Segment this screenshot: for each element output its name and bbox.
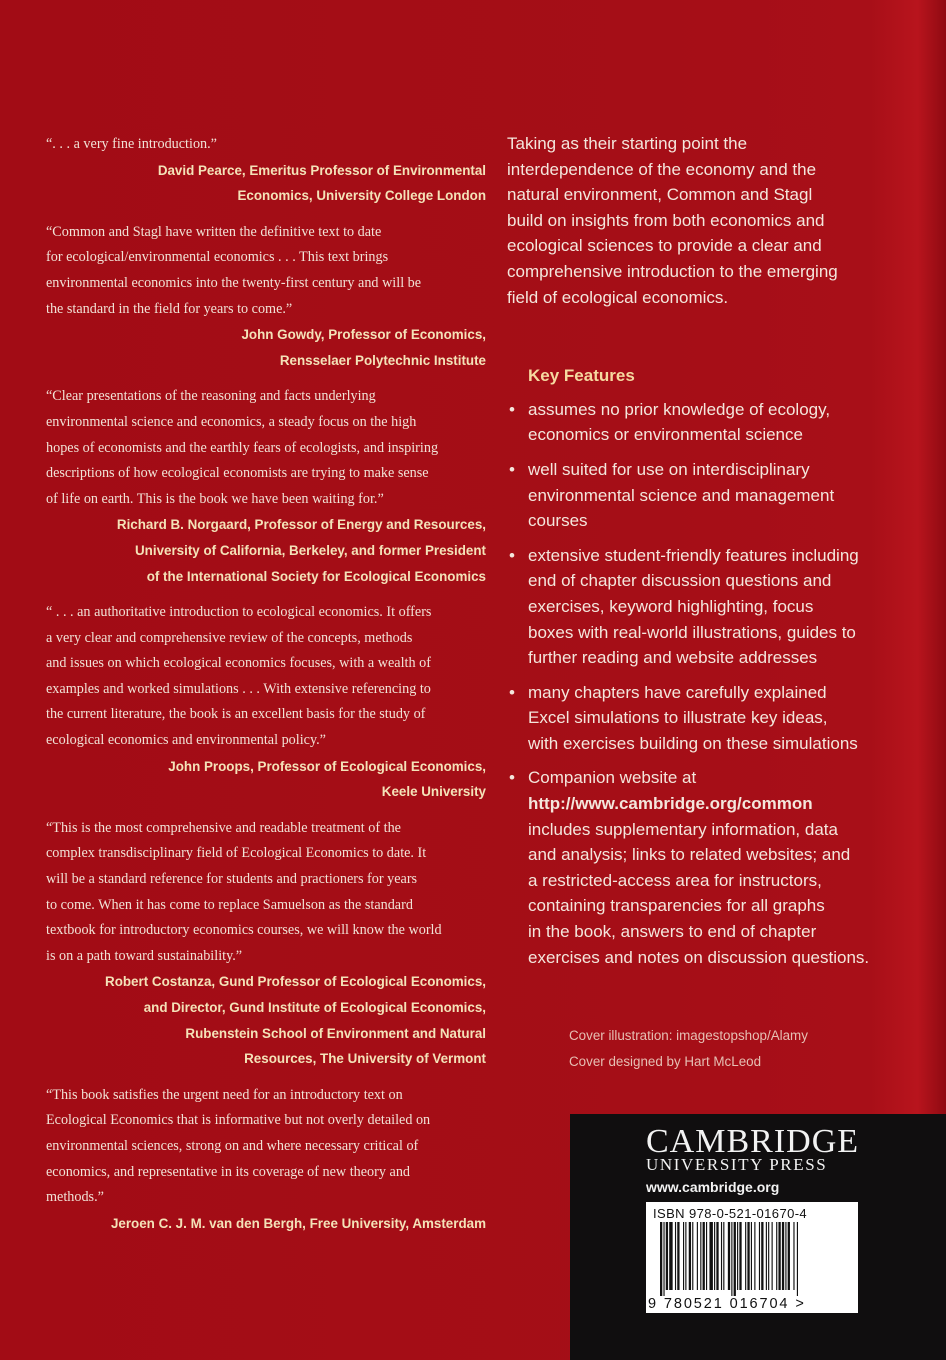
- feature-line: end of chapter discussion questions and: [528, 571, 832, 591]
- barcode-bar: [689, 1222, 691, 1290]
- barcode-bar: [660, 1222, 662, 1296]
- quote-line: descriptions of how ecological economists are trying to make sense: [46, 465, 429, 482]
- description-line: Taking as their starting point the: [507, 134, 748, 153]
- barcode-bar: [677, 1222, 679, 1290]
- quote-line: environmental sciences, strong on and where necessary critical of: [46, 1137, 419, 1154]
- description-line: build on insights from both economics and: [507, 210, 825, 230]
- quote-line: Ecological Economics that is informative but not overly detailed on: [46, 1112, 431, 1129]
- quote-line: environmental economics into the twenty-first century and will be: [46, 274, 422, 291]
- barcode-bar: [766, 1222, 767, 1290]
- attribution-line: Resources, The University of Vermont: [244, 1051, 486, 1067]
- barcode-bar: [782, 1222, 784, 1290]
- barcode-bar: [714, 1222, 715, 1290]
- quote-line: “This is the most comprehensive and readable treatment of the: [46, 819, 401, 836]
- description-line: ecological sciences to provide a clear and: [507, 236, 822, 256]
- description-line: comprehensive introduction to the emerging: [507, 261, 838, 281]
- endorsement-quote: [46, 1083, 486, 1211]
- quote-line: examples and worked simulations . . . With extensive referencing to: [46, 680, 431, 697]
- barcode-bar: [731, 1222, 732, 1296]
- feature-line: economics or environmental science: [528, 425, 803, 445]
- key-feature-item: [507, 543, 907, 671]
- feature-line: exercises, keyword highlighting, focus: [528, 596, 814, 616]
- endorsements-column: [46, 132, 486, 1236]
- attribution-line: John Proops, Professor of Ecological Economics,: [168, 758, 486, 774]
- quote-line: and issues on which ecological economics focuses, with a wealth of: [46, 655, 431, 672]
- barcode-bar: [669, 1222, 672, 1290]
- quote-line: “This book satisfies the urgent need for an introductory text on: [46, 1086, 403, 1103]
- feature-line: extensive student-friendly features including: [528, 545, 859, 565]
- feature-line: many chapters have carefully explained: [528, 682, 827, 702]
- publisher-url[interactable]: www.cambridge.org: [646, 1179, 780, 1195]
- description-column: [507, 131, 907, 979]
- feature-line: and analysis; links to related websites; and: [528, 845, 851, 865]
- attribution-line: and Director, Gund Institute of Ecological Economics,: [143, 1000, 486, 1015]
- feature-line: environmental science and management: [528, 485, 835, 505]
- endorsement-quote: [46, 220, 486, 322]
- attribution-line: John Gowdy, Professor of Economics,: [241, 327, 486, 343]
- quote-line: environmental science and economics, a steady focus on the high: [46, 413, 417, 430]
- barcode-bar: [703, 1222, 705, 1290]
- barcode-bar: [721, 1222, 722, 1290]
- feature-line: courses: [528, 511, 588, 531]
- quote-line: “. . . a very fine introduction.”: [46, 136, 217, 152]
- bullet-icon: •: [509, 399, 515, 419]
- endorsement-attribution: [46, 969, 486, 1071]
- key-features-heading: Key Features: [528, 366, 635, 386]
- quote-line: of life on earth. This is the book we have been waiting for.”: [46, 490, 384, 507]
- quote-line: “Clear presentations of the reasoning and facts underlying: [46, 388, 376, 405]
- barcode-bar: [751, 1222, 752, 1290]
- barcode-bar: [793, 1222, 794, 1290]
- barcode-bar: [747, 1222, 749, 1290]
- attribution-line: of the International Society for Ecological Economics: [146, 568, 486, 584]
- endorsement-quote: [46, 600, 486, 754]
- attribution-line: David Pearce, Emeritus Professor of Environmental: [157, 162, 486, 178]
- key-feature-item: [507, 680, 907, 757]
- isbn-label: ISBN 978-0-521-01670-4: [653, 1206, 808, 1221]
- quote-line: ecological economics and environmental policy.”: [46, 732, 326, 749]
- barcode-bar: [776, 1222, 777, 1290]
- attribution-line: Robert Costanza, Gund Professor of Ecological Economics,: [105, 974, 486, 990]
- barcode-bar: [761, 1222, 763, 1290]
- barcode-digits: 9 780521 016704 >: [648, 1296, 806, 1312]
- barcode-bar: [697, 1222, 698, 1290]
- key-feature-item: [507, 765, 907, 970]
- feature-line: containing transparencies for all graphs: [528, 896, 825, 916]
- barcode-bar: [737, 1222, 738, 1290]
- description-line: field of ecological economics.: [507, 287, 729, 307]
- barcode-bar: [716, 1222, 718, 1290]
- barcode-bar: [706, 1222, 707, 1290]
- attribution-line: University of California, Berkeley, and former President: [135, 542, 486, 558]
- barcode-bar: [685, 1222, 686, 1290]
- barcode-bar: [675, 1222, 676, 1290]
- barcode-bar: [728, 1222, 730, 1290]
- endorsement-attribution: [46, 158, 486, 209]
- quote-line: complex transdisciplinary field of Ecological Economics to date. It: [46, 845, 427, 862]
- barcode-bar: [788, 1222, 790, 1290]
- endorsement-gap: [46, 589, 486, 600]
- quote-line: “ . . . an authoritative introduction to ecological economics. It offers: [46, 604, 432, 621]
- quote-line: for ecological/environmental economics . . . This text brings: [46, 249, 389, 266]
- barcode-bar: [759, 1222, 760, 1290]
- endorsement-gap: [46, 805, 486, 816]
- barcode-bar: [692, 1222, 693, 1290]
- endorsement-gap: [46, 1072, 486, 1083]
- feature-line: a restricted-access area for instructors,: [528, 870, 822, 890]
- barcode-bar: [754, 1222, 755, 1290]
- endorsement-attribution: [46, 1211, 486, 1237]
- attribution-line: Rubenstein School of Environment and Natural: [185, 1025, 486, 1041]
- barcode-bar: [745, 1222, 746, 1290]
- quote-line: to come. When it has come to replace Samuelson as the standard: [46, 896, 413, 913]
- key-feature-item: [507, 457, 907, 534]
- feature-line: further reading and website addresses: [528, 648, 818, 668]
- feature-line: assumes no prior knowledge of ecology,: [528, 399, 831, 419]
- feature-line: exercises and notes on discussion questions.: [528, 947, 870, 967]
- quote-line: hopes of economists and the earthly fears of ecologists, and inspiring: [46, 439, 439, 456]
- bullet-icon: •: [509, 768, 515, 788]
- bullet-icon: •: [509, 682, 515, 702]
- quote-line: the current literature, the book is an excellent basis for the study of: [46, 706, 426, 723]
- quote-line: economics, and representative in its coverage of new theory and: [46, 1163, 411, 1180]
- quote-line: will be a standard reference for students and practioners for years: [46, 871, 418, 888]
- barcode-bar: [772, 1222, 773, 1290]
- barcode-bar: [734, 1222, 736, 1296]
- endorsement-attribution: [46, 512, 486, 589]
- publisher-name: CAMBRIDGE: [646, 1123, 860, 1160]
- bullet-icon: •: [509, 545, 515, 565]
- barcode-bar: [778, 1222, 780, 1290]
- barcode-bar: [663, 1222, 664, 1296]
- feature-line: in the book, answers to end of chapter: [528, 922, 817, 942]
- isbn-barcode: [646, 1202, 858, 1313]
- endorsement-quote: [46, 384, 486, 512]
- barcode-bars: [660, 1222, 844, 1296]
- illustration-credit: Cover illustration: imagestopshop/Alamy: [569, 1028, 808, 1043]
- quote-line: the standard in the field for years to come.”: [46, 300, 293, 317]
- quote-line: is on a path toward sustainability.”: [46, 947, 243, 964]
- feature-line: boxes with real-world illustrations, guides to: [528, 622, 856, 642]
- publisher-subtitle: UNIVERSITY PRESS: [646, 1155, 828, 1174]
- endorsement-attribution: [46, 754, 486, 805]
- barcode-bar: [683, 1222, 684, 1290]
- attribution-line: Keele University: [381, 784, 486, 800]
- feature-line: Companion website at: [528, 768, 697, 788]
- quote-line: a very clear and comprehensive review of the concepts, methods: [46, 629, 413, 646]
- barcode-bar: [768, 1222, 769, 1290]
- book-description: [507, 131, 907, 310]
- key-feature-item: [507, 397, 907, 448]
- endorsement-quote: [46, 816, 486, 970]
- design-credit: Cover designed by Hart McLeod: [569, 1053, 762, 1069]
- description-line: natural environment, Common and Stagl: [507, 185, 813, 205]
- endorsement-quote: [46, 132, 486, 158]
- barcode-bar: [700, 1222, 701, 1290]
- feature-line: well suited for use on interdisciplinary: [528, 459, 810, 479]
- quote-line: textbook for introductory economics courses, we will know the world: [46, 922, 442, 939]
- endorsement-gap: [46, 373, 486, 384]
- endorsement-gap: [46, 209, 486, 220]
- barcode-bar: [709, 1222, 712, 1290]
- feature-line: with exercises building on these simulations: [528, 733, 858, 753]
- cover-credits: [569, 1023, 808, 1074]
- barcode-bar: [739, 1222, 741, 1290]
- companion-website-link[interactable]: http://www.cambridge.org/common: [528, 794, 813, 814]
- barcode-bar: [785, 1222, 786, 1290]
- publisher-block: [570, 1114, 946, 1360]
- bullet-icon: •: [509, 459, 515, 479]
- quote-line: “Common and Stagl have written the definitive text to date: [46, 223, 382, 240]
- attribution-line: Richard B. Norgaard, Professor of Energy and Resources,: [116, 517, 486, 533]
- description-line: interdependence of the economy and the: [507, 159, 817, 179]
- barcode-bar: [797, 1222, 798, 1296]
- feature-line: includes supplementary information, data: [528, 819, 838, 839]
- barcode-bar: [666, 1222, 668, 1290]
- attribution-line: Jeroen C. J. M. van den Bergh, Free University, Amsterdam: [110, 1215, 486, 1231]
- attribution-line: Economics, University College London: [237, 188, 486, 204]
- barcode-bar: [723, 1222, 724, 1290]
- attribution-line: Rensselaer Polytechnic Institute: [279, 352, 486, 368]
- feature-line: Excel simulations to illustrate key ideas,: [528, 708, 828, 728]
- endorsement-attribution: [46, 322, 486, 373]
- key-features-list: [507, 397, 907, 970]
- quote-line: methods.”: [46, 1189, 104, 1206]
